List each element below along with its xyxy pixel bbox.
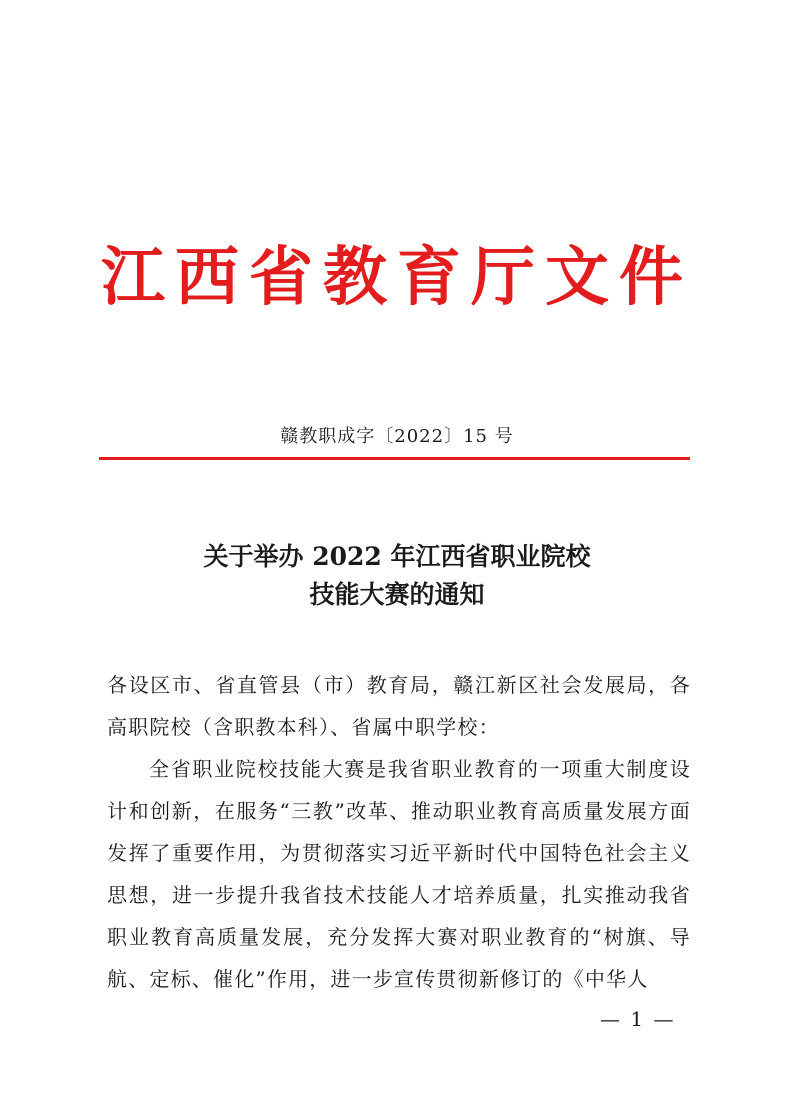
notice-title-line-2: 技能大赛的通知	[309, 580, 485, 609]
salutation: 各设区市、省直管县（市）教育局，赣江新区社会发展局，各高职院校（含职教本科）、省属中职学校：	[107, 673, 691, 739]
red-separator-line	[99, 457, 690, 460]
notice-title	[0, 538, 794, 614]
document-body	[107, 664, 691, 1000]
document-number: 赣教职成字〔2022〕15 号	[280, 426, 514, 447]
issuing-authority-header: 江西省教育厅文件	[101, 240, 693, 315]
notice-title-line-1: 关于举办 2022 年江西省职业院校	[203, 542, 591, 571]
page-number: — 1 —	[600, 1007, 676, 1031]
body-paragraph: 全省职业院校技能大赛是我省职业教育的一项重大制度设计和创新，在服务“三教”改革、推动职业教育高质量发展方面发挥了重要作用，为贯彻落实习近平新时代中国特色社会主义思想，进一步提升我省技术技能人才培养质量，扎实推动我省职业教育高质量发展，充分发挥大赛对职业教育的“树旗、导航、定标、催化”作用，进一步宣传贯彻新修订的《中华人	[107, 757, 691, 991]
